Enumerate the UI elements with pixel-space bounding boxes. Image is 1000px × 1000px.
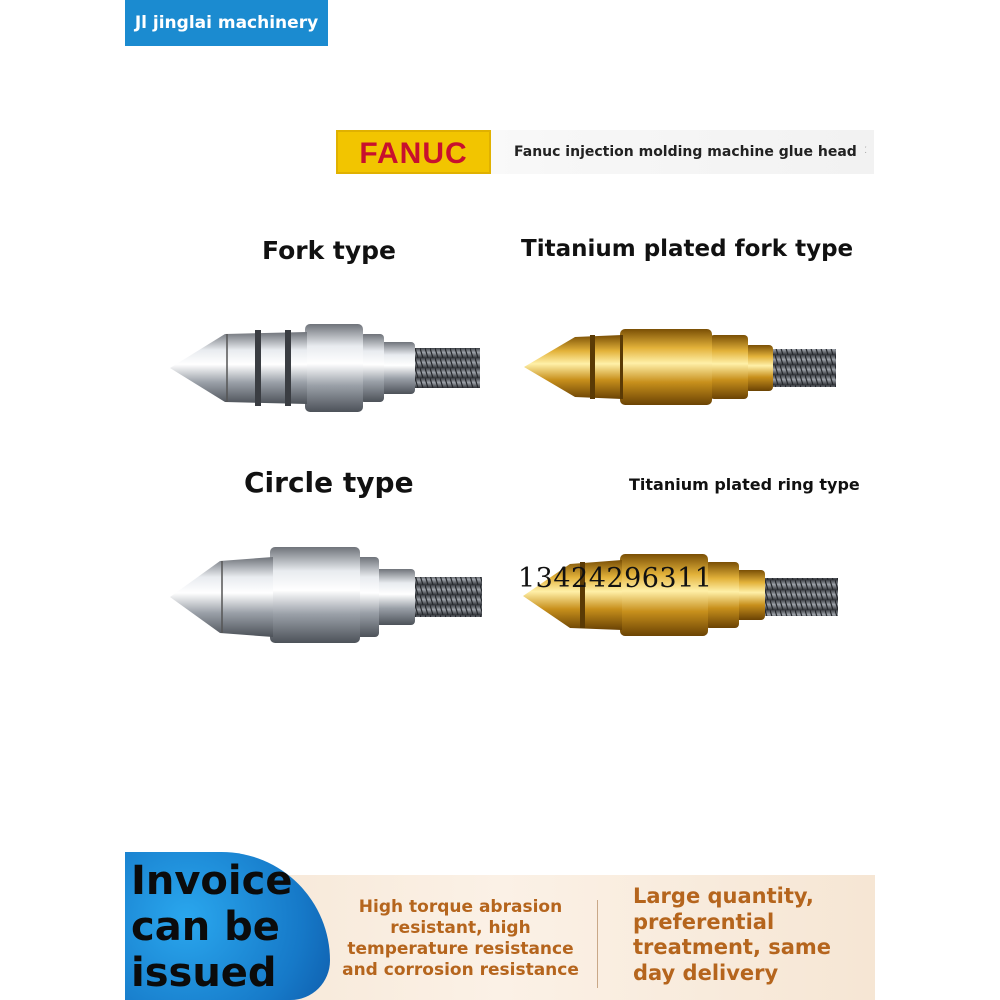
phone-watermark: 13424296311 (518, 563, 713, 594)
feature-durability-text: High torque abrasion resistant, high temperature resistance and corrosion resistance (342, 897, 579, 980)
brand-description: Fanuc injection molding machine glue head (514, 144, 857, 160)
fork-type-glue-head-image (165, 318, 485, 418)
label-circle-type: Circle type (244, 466, 414, 499)
invoice-badge (125, 852, 330, 1000)
brand-banner (336, 130, 874, 174)
feature-delivery-text: Large quantity, preferential treatment, same day delivery (633, 884, 832, 985)
circle-type-glue-head-image (165, 545, 485, 645)
store-name-tag: Jl jinglai machinery (125, 0, 328, 46)
label-fork-type: Fork type (262, 236, 396, 265)
titanium-fork-type-glue-head-image (520, 325, 840, 405)
label-titanium-ring-type: Titanium plated ring type (629, 475, 860, 494)
footer-divider (597, 900, 598, 988)
fanuc-logo-text: FANUC (359, 137, 468, 170)
fanuc-logo (336, 130, 491, 174)
label-titanium-fork-type: Titanium plated fork type (521, 236, 854, 262)
invoice-text: Invoice can be issued (131, 858, 293, 996)
corner-mark-icon: ː (864, 142, 868, 156)
